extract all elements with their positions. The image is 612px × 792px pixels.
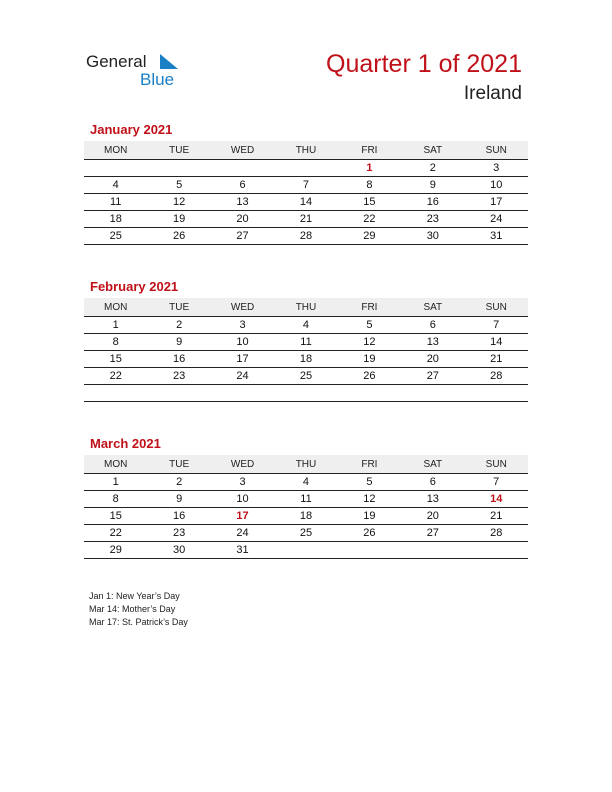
day-cell: 31 (490, 230, 503, 242)
day-cell: 17 (236, 353, 249, 365)
holiday-notes (89, 590, 188, 629)
day-cell: 8 (112, 336, 119, 348)
week-row (84, 334, 528, 351)
day-cell: 18 (109, 213, 122, 225)
weekday-header-row (84, 455, 528, 474)
day-cell: 19 (363, 353, 376, 365)
day-cell: 25 (299, 527, 313, 539)
day-cell: 12 (173, 196, 186, 208)
day-cell: 27 (236, 230, 249, 242)
weekday-label: SUN (485, 458, 507, 470)
weekday-label: WED (230, 458, 255, 470)
weekday-label: SAT (423, 144, 443, 156)
logo-triangle-icon (160, 54, 178, 69)
month-weeks (84, 474, 528, 559)
day-cell: 14 (490, 336, 503, 348)
day-cell: 28 (490, 527, 503, 539)
month-title: March 2021 (90, 436, 161, 451)
day-cell: 21 (490, 510, 503, 522)
day-cell: 3 (239, 319, 246, 331)
week-row (84, 474, 528, 491)
day-cell: 3 (239, 476, 246, 488)
month-weeks (84, 160, 528, 245)
day-cell: 5 (176, 179, 183, 191)
day-cell: 20 (236, 213, 249, 225)
day-cell: 9 (429, 179, 436, 191)
day-cell: 24 (236, 527, 249, 539)
day-cell: 23 (173, 527, 186, 539)
day-cell: 30 (426, 230, 439, 242)
month-block-february (84, 278, 528, 402)
day-cell: 21 (490, 353, 503, 365)
day-cell: 15 (109, 353, 122, 365)
day-cell: 22 (109, 370, 122, 382)
day-cell: 19 (363, 510, 376, 522)
day-cell: 20 (426, 510, 439, 522)
day-cell: 11 (110, 196, 122, 208)
day-cell: 28 (490, 370, 503, 382)
day-cell: 9 (176, 336, 183, 348)
day-cell: 29 (109, 544, 122, 556)
day-cell: 5 (366, 319, 373, 331)
day-cell: 14 (490, 493, 503, 505)
weekday-label: SUN (485, 144, 507, 156)
week-row (84, 177, 528, 194)
weekday-label: THU (295, 301, 317, 313)
day-cell: 17 (490, 196, 503, 208)
day-cell: 13 (426, 336, 439, 348)
weekday-label: SAT (423, 458, 443, 470)
day-cell: 18 (299, 353, 313, 365)
week-row (84, 542, 528, 559)
day-cell: 12 (363, 336, 376, 348)
day-cell: 11 (300, 493, 312, 505)
day-cell: 22 (109, 527, 122, 539)
day-cell: 29 (363, 230, 376, 242)
day-cell: 2 (429, 162, 436, 174)
month-title: January 2021 (90, 122, 173, 137)
weekday-label: MON (104, 301, 128, 313)
day-cell: 25 (109, 230, 122, 242)
logo-text-general: General (86, 52, 147, 71)
weekday-label: THU (295, 144, 317, 156)
weekday-label: TUE (169, 458, 190, 470)
weekday-label: FRI (361, 301, 378, 313)
day-cell: 23 (173, 370, 186, 382)
day-cell: 1 (112, 476, 119, 488)
day-cell: 10 (236, 336, 249, 348)
day-cell: 1 (366, 162, 373, 174)
day-cell: 7 (493, 476, 500, 488)
day-cell: 24 (236, 370, 249, 382)
week-row (84, 508, 528, 525)
day-cell: 3 (493, 162, 500, 174)
day-cell: 9 (176, 493, 183, 505)
day-cell: 30 (173, 544, 186, 556)
weekday-label: TUE (169, 301, 190, 313)
day-cell: 26 (363, 370, 376, 382)
day-cell: 4 (302, 319, 310, 331)
week-row (84, 228, 528, 245)
weekday-label: SAT (423, 301, 443, 313)
day-cell: 17 (236, 510, 249, 522)
month-weeks (84, 317, 528, 402)
day-cell: 6 (239, 179, 246, 191)
week-row (84, 160, 528, 177)
day-cell: 1 (112, 319, 119, 331)
day-cell: 22 (363, 213, 376, 225)
day-cell: 7 (493, 319, 500, 331)
day-cell: 21 (299, 213, 313, 225)
day-cell: 25 (299, 370, 313, 382)
weekday-label: THU (295, 458, 317, 470)
day-cell: 12 (363, 493, 376, 505)
day-cell: 8 (366, 179, 373, 191)
month-block-january (84, 121, 528, 245)
day-cell: 15 (363, 196, 376, 208)
day-cell: 6 (429, 476, 436, 488)
day-cell: 13 (426, 493, 439, 505)
week-row (84, 351, 528, 368)
week-row (84, 491, 528, 508)
week-row (84, 525, 528, 542)
weekday-label: MON (104, 144, 128, 156)
day-cell: 31 (236, 544, 249, 556)
day-cell: 10 (236, 493, 249, 505)
day-cell: 6 (429, 319, 436, 331)
day-cell: 16 (173, 510, 186, 522)
day-cell: 10 (490, 179, 503, 191)
weekday-header-row (84, 141, 528, 160)
day-cell: 23 (426, 213, 439, 225)
month-block-march (84, 435, 528, 559)
day-cell: 19 (173, 213, 186, 225)
month-title: February 2021 (90, 279, 179, 294)
weekday-label: TUE (169, 144, 190, 156)
logo (86, 50, 196, 90)
holiday-note: Jan 1: New Year’s Day (89, 591, 180, 601)
day-cell: 27 (426, 527, 439, 539)
day-cell: 11 (300, 336, 312, 348)
day-cell: 5 (366, 476, 373, 488)
weekday-label: FRI (361, 144, 378, 156)
day-cell: 2 (176, 319, 183, 331)
week-row (84, 385, 528, 402)
day-cell: 28 (299, 230, 313, 242)
day-cell: 4 (112, 179, 119, 191)
day-cell: 16 (426, 196, 439, 208)
weekday-label: MON (104, 458, 128, 470)
day-cell: 13 (236, 196, 249, 208)
day-cell: 16 (173, 353, 186, 365)
day-cell: 8 (112, 493, 119, 505)
weekday-header-row (84, 298, 528, 317)
country-name: Ireland (463, 83, 522, 104)
day-cell: 27 (426, 370, 439, 382)
week-row (84, 194, 528, 211)
holiday-note: Mar 14: Mother’s Day (89, 604, 176, 614)
day-cell: 14 (299, 196, 313, 208)
page-title: Quarter 1 of 2021 (326, 50, 522, 78)
week-row (84, 317, 528, 334)
day-cell: 7 (302, 179, 310, 191)
logo-text-blue: Blue (140, 70, 175, 89)
weekday-label: WED (230, 144, 255, 156)
holiday-note: Mar 17: St. Patrick’s Day (89, 617, 188, 627)
day-cell: 4 (302, 476, 310, 488)
day-cell: 15 (109, 510, 122, 522)
weekday-label: FRI (361, 458, 378, 470)
day-cell: 20 (426, 353, 439, 365)
day-cell: 18 (299, 510, 313, 522)
weekday-label: WED (230, 301, 255, 313)
week-row (84, 368, 528, 385)
week-row (84, 211, 528, 228)
day-cell: 26 (173, 230, 186, 242)
day-cell: 26 (363, 527, 376, 539)
day-cell: 2 (176, 476, 183, 488)
day-cell: 24 (490, 213, 503, 225)
weekday-label: SUN (485, 301, 507, 313)
